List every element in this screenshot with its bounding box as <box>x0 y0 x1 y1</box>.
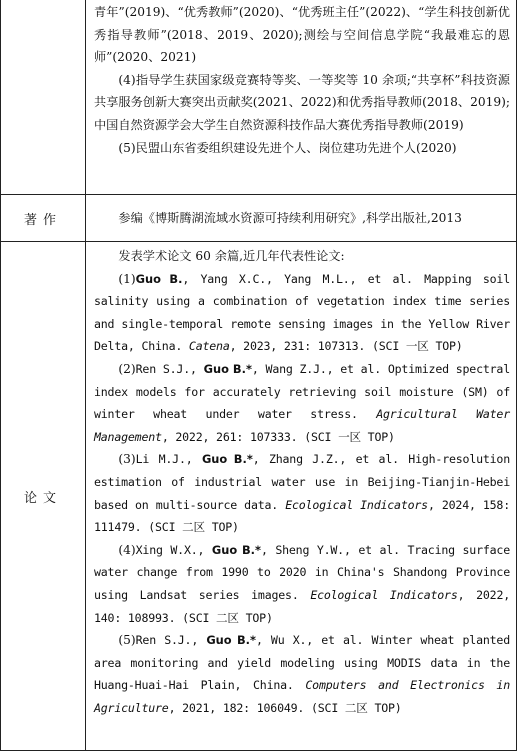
paper-authors: , Wu X., et al. <box>255 633 372 648</box>
works-row <box>0 195 517 242</box>
paper-title: Winter wheat planted area monitoring and yield modeling using MODIS data in the Huang-Huai-Hai Plain, China. <box>94 633 510 693</box>
works-content <box>86 195 517 241</box>
papers-row <box>0 242 517 751</box>
paper-item-3 <box>94 448 510 538</box>
paper-item-4 <box>94 539 510 629</box>
works-label: 著作 <box>0 195 86 241</box>
papers-content <box>86 242 517 750</box>
paper-authors: , Zhang J.Z., et al. <box>252 452 409 467</box>
honors-row <box>0 0 517 195</box>
paper-num: (5) <box>118 633 136 648</box>
paper-pre-authors: Ren S.J., <box>135 633 207 648</box>
paper-num: (2) <box>118 361 136 376</box>
paper-bold-author: Guo B.* <box>206 633 256 648</box>
paper-title: Optimized spectral index models for accurately retrieving soil moisture (SM) of winter wheat under water stress. <box>94 361 510 422</box>
paper-item-2 <box>94 358 510 448</box>
paper-tail: , 2022, 140: 108993. (SCI 二区 TOP) <box>94 587 511 625</box>
paper-journal: Ecological Indicators <box>310 587 458 602</box>
honors-content <box>86 0 517 194</box>
honors-line-2: (4)指导学生获国家级竞赛特等奖、一等奖等 10 余项;“共享杯”科技资源共享服务创新大赛突出贡献奖(2021、2022)和优秀指导教师(2018、2019);中国自然资源学会大学生自然资源科技作品大赛优秀指导教师(2019) <box>94 72 510 132</box>
paper-tail: , 2021, 182: 106049. (SCI 二区 TOP) <box>168 700 402 715</box>
paper-title: Tracing surface water change from 1990 to 2020 in China's Shandong Province using Landsat series images. <box>94 542 510 602</box>
paper-bold-author: Guo B.* <box>203 361 252 376</box>
paper-bold-author: Guo B.* <box>201 452 253 467</box>
paper-journal: Agricultural Water Management <box>94 407 510 444</box>
paper-tail: , 2024, 158: 111479. (SCI 二区 TOP) <box>94 497 510 535</box>
paper-title: Mapping soil salinity using a combination of vegetation index time series and single-temporal remote sensing images in the Yellow River Delta, China. <box>94 271 510 354</box>
paper-bold-author: Guo B. <box>135 271 183 286</box>
paper-item-1 <box>94 268 510 358</box>
papers-label: 论文 <box>0 242 86 750</box>
honors-line-1: 青年”(2019)、“优秀教师”(2020)、“优秀班主任”(2022)、“学生科技创新优秀指导教师”(2018、2019、2020);测绘与空间信息学院“我最难忘的恩师”(2020、2021) <box>94 5 510 65</box>
paper-tail: , 2022, 261: 107333. (SCI 一区 TOP) <box>161 429 395 444</box>
paper-authors: , Yang X.C., Yang M.L., et al. <box>182 271 425 286</box>
papers-intro: 发表学术论文 60 余篇,近几年代表性论文: <box>118 249 345 263</box>
paper-authors: , Wang Z.J., et al. <box>251 361 388 376</box>
paper-tail: , 2023, 231: 107313. (SCI 一区 TOP) <box>229 339 463 354</box>
paper-bold-author: Guo B.* <box>211 542 261 557</box>
paper-pre-authors: Ren S.J., <box>135 361 204 376</box>
paper-authors: , Sheng Y.W., et al. <box>260 542 408 557</box>
honors-line-3: (5)民盟山东省委组织建设先进个人、岗位建功先进个人(2020) <box>118 140 457 155</box>
paper-journal: Computers and Electronics in Agriculture <box>94 678 510 715</box>
paper-journal: Catena <box>188 339 230 354</box>
works-text: 参编《博斯腾湖流域水资源可持续利用研究》,科学出版社,2013 <box>118 210 462 225</box>
honors-label-cell <box>0 0 86 194</box>
paper-num: (4) <box>118 542 136 557</box>
paper-pre-authors: Li M.J., <box>135 452 202 467</box>
paper-pre-authors: Xing W.X., <box>135 542 212 557</box>
paper-num: (3) <box>118 452 136 467</box>
paper-journal: Ecological Indicators <box>285 497 428 512</box>
paper-num: (1) <box>118 271 136 286</box>
paper-title: High-resolution estimation of industrial water use in Beijing-Tianjin-Hebei based on multi-source data. <box>94 452 510 512</box>
paper-item-5 <box>94 629 510 719</box>
